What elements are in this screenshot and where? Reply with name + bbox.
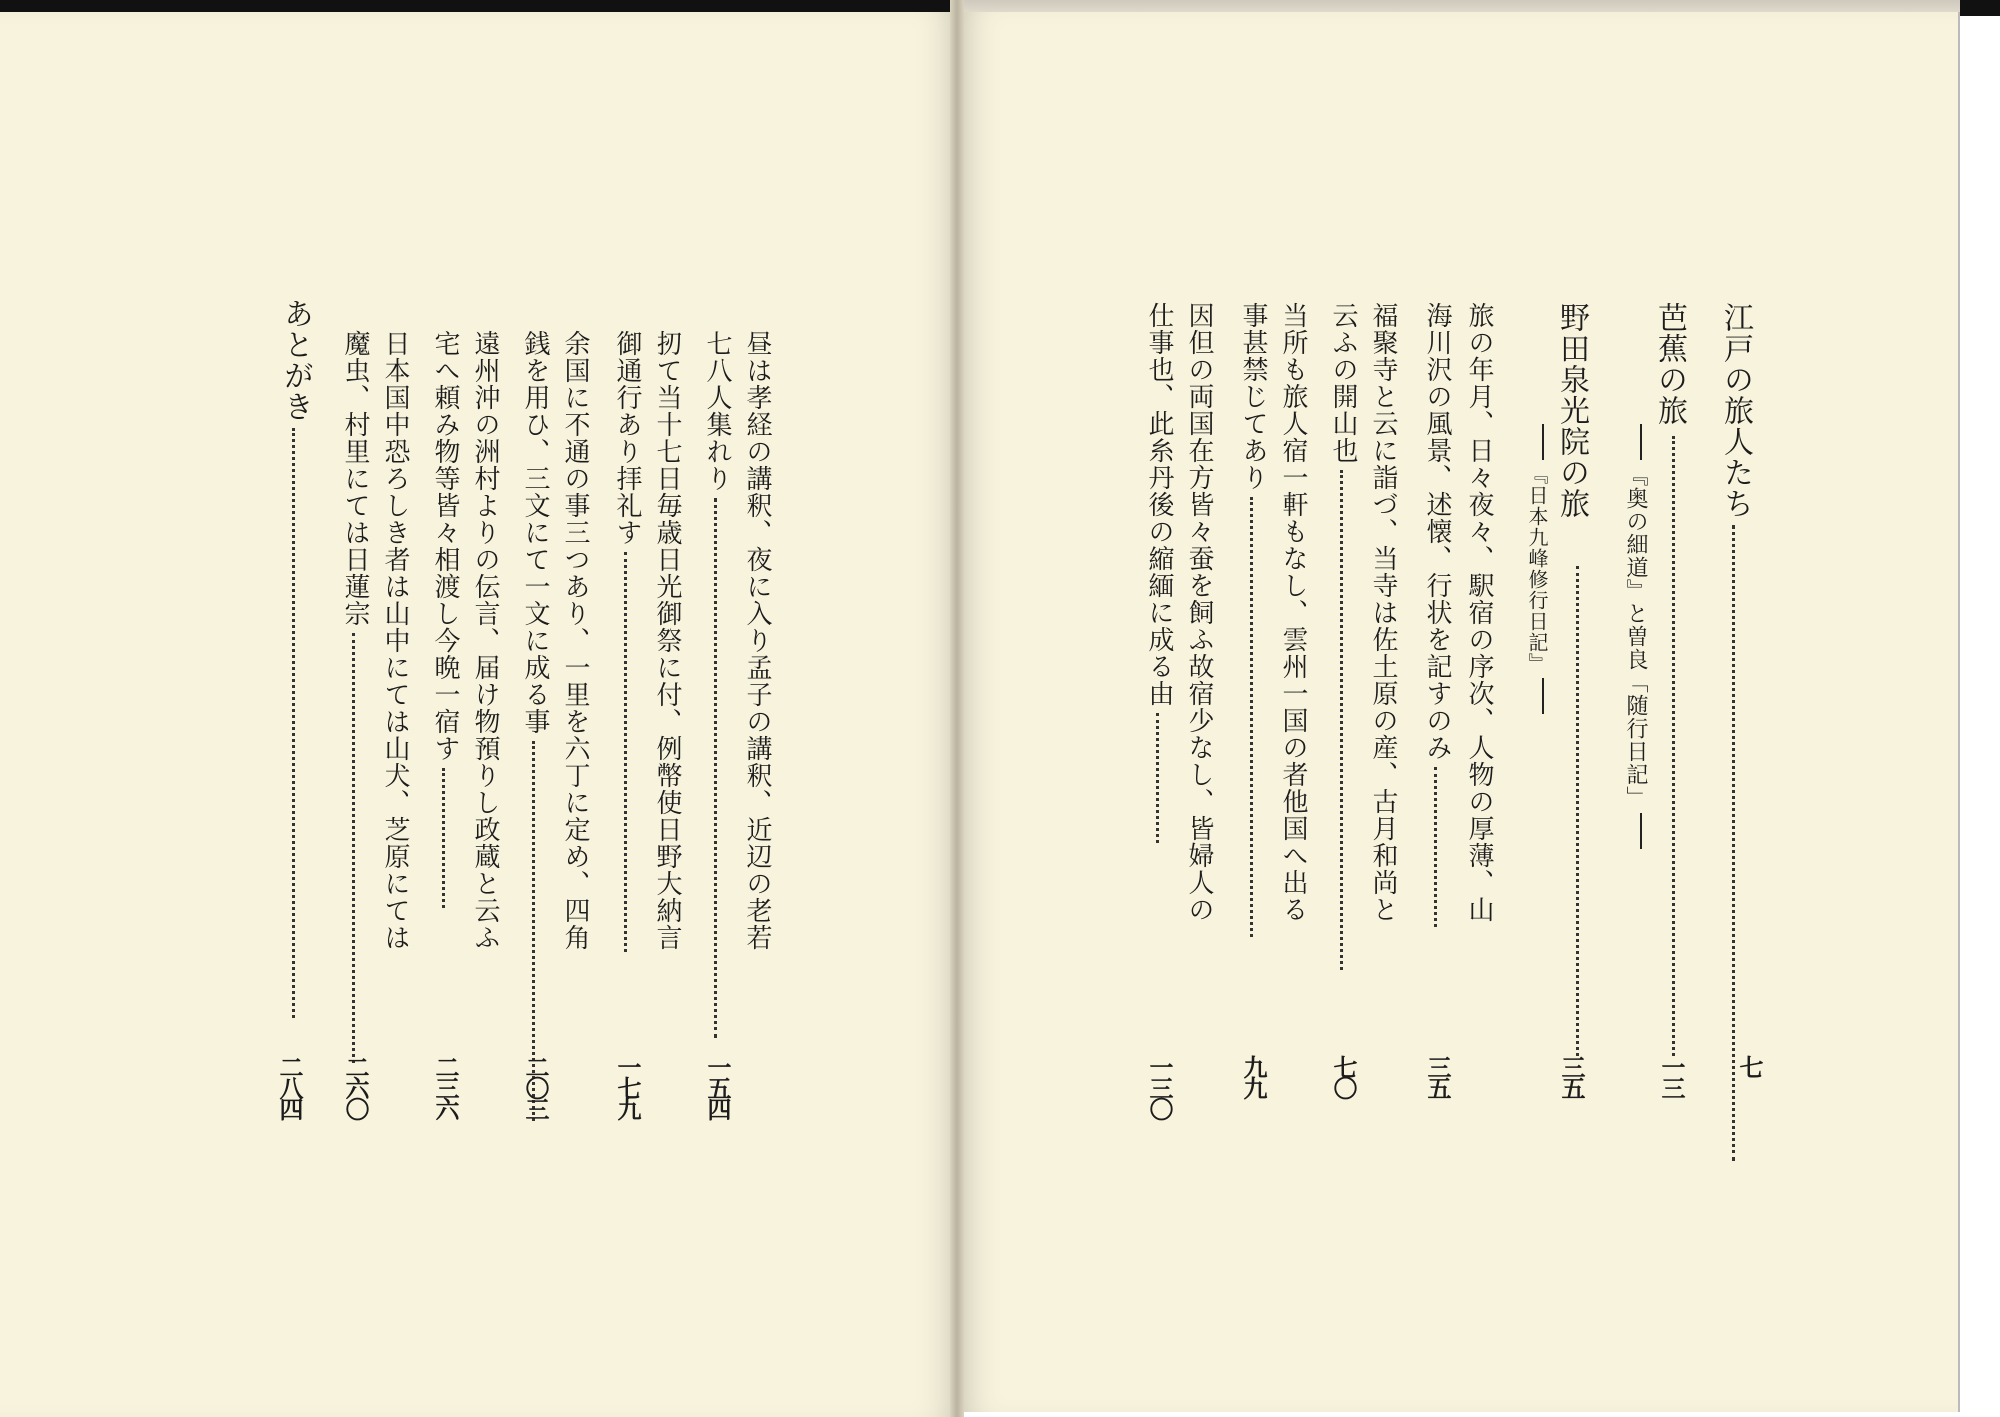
toc-entry-7-page: 一三〇 <box>1145 1055 1174 1118</box>
toc-entry-10-page: 二〇三 <box>521 1055 550 1118</box>
toc-entry-9-line2: 御通行あり拝礼す <box>608 330 646 958</box>
toc-entry-12-line1: 日本国中恐ろしき者は山中にては山犬、芝原にては <box>380 330 410 951</box>
right-page <box>958 12 1960 1412</box>
toc-entry-9-line1: 扨て当十七日毎歳日光御祭に付、例幣使日野大納言 <box>652 330 682 951</box>
toc-entry-2-leader <box>1656 430 1694 1062</box>
book-gutter <box>950 0 964 1417</box>
toc-entry-3-title: 野田泉光院の旅 <box>1554 302 1589 519</box>
toc-entry-5-line2: 云ふの開山也 <box>1324 302 1362 976</box>
toc-entry-12-page: 二六〇 <box>341 1055 370 1118</box>
toc-entry-3-page: 三五 <box>1557 1055 1586 1097</box>
toc-entry-6-line1: 当所も旅人宿一軒もなし、雲州一国の者他国へ出る <box>1278 302 1308 923</box>
toc-entry-12-line2: 魔虫、村里にては日蓮宗 <box>336 330 374 1069</box>
toc-entry-3-subtitle: 『日本九峰修行日記』 <box>1518 420 1556 718</box>
toc-entry-8-page: 一五四 <box>703 1055 732 1118</box>
toc-entry-7-line2: 仕事也、此糸丹後の縮緬に成る由 <box>1140 302 1178 849</box>
toc-entry-10-line2: 銭を用ひ、三文にて一文に成る事 <box>516 330 554 1127</box>
toc-entry-13-page: 二八四 <box>275 1055 304 1118</box>
toc-entry-10-line1: 余国に不通の事三つあり、一里を六丁に定め、四角 <box>560 330 590 951</box>
toc-entry-2-subtitle: 『奥の細道』と曽良「随行日記」 <box>1616 420 1654 853</box>
toc-entry-11-page: 二三六 <box>431 1055 460 1118</box>
toc-entry-4-page: 三五 <box>1423 1055 1452 1097</box>
toc-entry-1-title: 江戸の旅人たち <box>1716 302 1754 1167</box>
toc-entry-7-line1: 因但の両国在方皆々蚕を飼ふ故宿少なし、皆婦人の <box>1184 302 1214 923</box>
toc-entry-4-line1: 旅の年月、日々夜々、駅宿の序次、人物の厚薄、山 <box>1464 302 1494 923</box>
toc-entry-2-title: 芭蕉の旅 <box>1652 302 1687 426</box>
toc-entry-8-line1: 昼は孝経の講釈、夜に入り孟子の講釈、近辺の老若 <box>742 330 772 951</box>
toc-entry-1-page: 七 <box>1735 1055 1764 1076</box>
toc-entry-13-title: あとがき <box>276 298 314 1024</box>
toc-entry-2-page: 一三 <box>1657 1055 1686 1097</box>
toc-entry-5-line1: 福聚寺と云に詣づ、当寺は佐土原の産、古月和尚と <box>1368 302 1398 923</box>
toc-entry-3-leader <box>1560 560 1598 1062</box>
toc-entry-11-line2: 宅へ頼み物等皆々相渡し今晩一宿す <box>426 330 464 914</box>
toc-entry-6-page: 九九 <box>1239 1055 1268 1097</box>
toc-entry-4-line2: 海川沢の風景、述懐、行状を記すのみ <box>1418 302 1456 933</box>
toc-entry-9-page: 一七九 <box>613 1055 642 1118</box>
toc-entry-6-line2: 事甚禁じてあり <box>1234 302 1272 943</box>
toc-entry-8-line2: 七八人集れり <box>698 330 736 1044</box>
toc-entry-5-page: 七〇 <box>1329 1055 1358 1097</box>
toc-entry-11-line1: 遠州沖の洲村よりの伝言、届け物預りし政蔵と云ふ <box>470 330 500 951</box>
